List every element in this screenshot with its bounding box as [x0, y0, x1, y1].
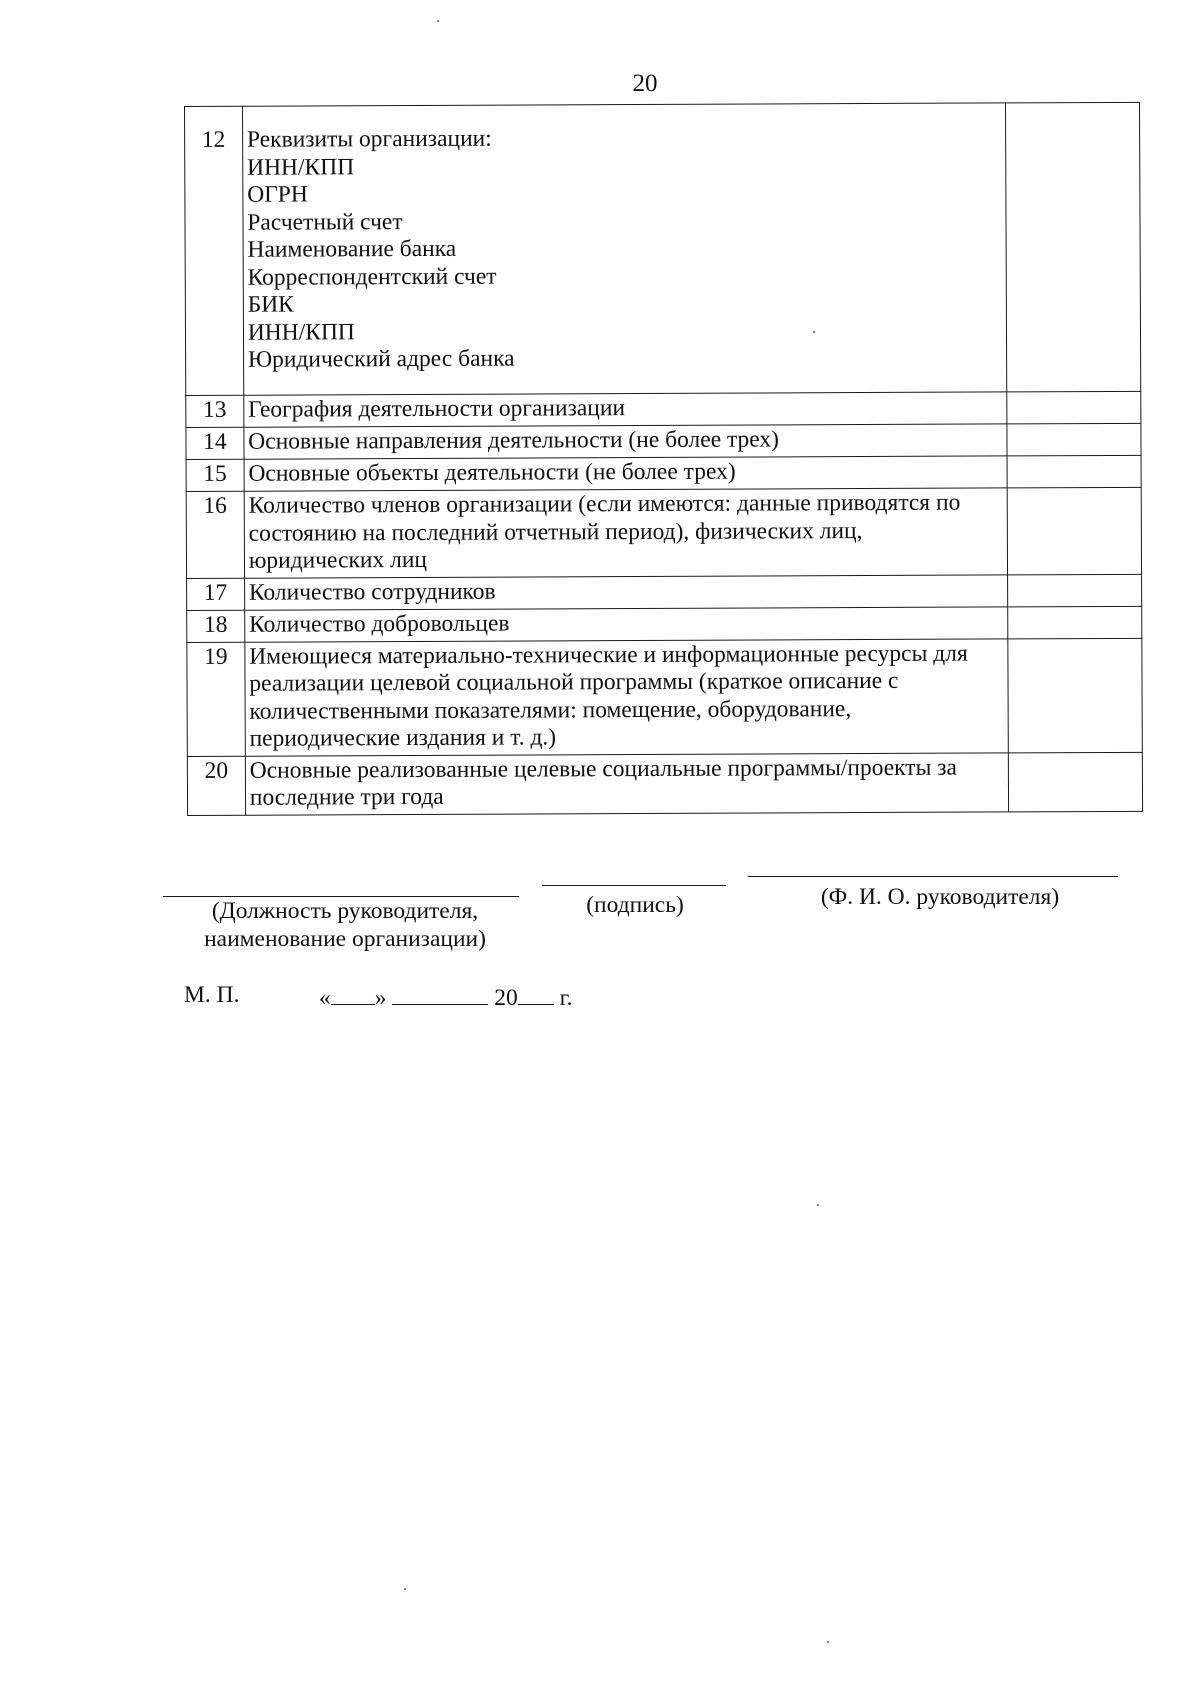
position-caption — [180, 897, 510, 953]
row-label-line: БИК — [247, 291, 294, 318]
row-label — [242, 103, 1006, 395]
row-label-line: Юридический адрес банка — [247, 345, 515, 373]
row-number: 17 — [187, 578, 245, 610]
row-label-line: Имеющиеся материально-технические и информационные ресурсы для — [249, 640, 968, 670]
row-label-line: юридических лиц — [248, 546, 428, 574]
scan-speck — [813, 331, 815, 333]
signature-line — [542, 885, 726, 886]
row-label — [244, 392, 1007, 427]
table-row — [186, 487, 1141, 578]
row-number: 16 — [186, 491, 244, 578]
date-open-quote: « — [319, 985, 331, 1011]
signature-caption: (подпись) — [586, 892, 684, 918]
row-value-field[interactable] — [1007, 487, 1142, 574]
scan-speck — [404, 1588, 406, 1590]
year-prefix: 20 — [494, 985, 518, 1011]
date-close-quote: » — [374, 985, 387, 1011]
position-caption-line-2: наименование организации) — [204, 926, 486, 952]
row-value-field[interactable] — [1007, 574, 1141, 607]
row-number: 15 — [186, 459, 244, 491]
row-label — [244, 456, 1007, 491]
table-row — [186, 455, 1141, 491]
row-label-line: Реквизиты организации: — [246, 125, 492, 153]
row-value-field[interactable] — [1005, 102, 1141, 392]
page-number: 20 — [632, 70, 658, 97]
year-blank — [518, 982, 554, 1005]
row-label-line: Наименование банка — [247, 235, 457, 263]
row-label-line: количественными показателями: помещение, оборудование, — [249, 695, 852, 725]
day-blank — [331, 982, 375, 1005]
scan-speck — [827, 1641, 829, 1643]
table-row — [186, 423, 1141, 459]
row-number: 14 — [186, 427, 244, 459]
table-row — [187, 606, 1142, 642]
row-label-line: реализации целевой социальной программы (краткое описание с — [249, 667, 899, 697]
row-label-line: ИНН/КПП — [247, 318, 355, 346]
table-row — [187, 638, 1142, 756]
organization-info-table — [184, 102, 1143, 816]
year-suffix: г. — [559, 985, 573, 1011]
scan-speck — [817, 1204, 819, 1206]
name-signature-line — [748, 876, 1118, 877]
row-label — [244, 488, 1007, 578]
scan-speck — [437, 20, 439, 22]
row-label-line: ИНН/КПП — [247, 153, 355, 181]
row-label — [244, 574, 1007, 609]
name-caption: (Ф. И. О. руководителя) — [820, 884, 1060, 910]
table-row — [187, 752, 1142, 815]
row-label-line: Количество сотрудников — [248, 578, 496, 606]
row-number: 13 — [186, 395, 244, 427]
row-label-line: География деятельности организации — [248, 395, 626, 423]
row-label-line: последние три года — [249, 783, 444, 811]
row-value-field[interactable] — [1006, 391, 1140, 424]
row-label-line: Основные реализованные целевые социальные программы/проекты за — [249, 754, 957, 784]
row-label-line: Количество членов организации (если имеются: данные приводятся по — [248, 489, 961, 519]
stamp-label: М. П. — [184, 982, 240, 1008]
row-value-field[interactable] — [1008, 638, 1143, 753]
row-label — [244, 424, 1007, 459]
row-number: 12 — [185, 106, 244, 395]
row-label — [245, 752, 1008, 814]
row-label-line: состоянию на последний отчетный период), физических лиц, — [248, 517, 863, 547]
table-row — [186, 391, 1141, 427]
row-value-field[interactable] — [1007, 423, 1141, 456]
row-label — [245, 606, 1008, 641]
row-value-field[interactable] — [1008, 752, 1143, 812]
row-label — [245, 638, 1008, 755]
row-label-line: Расчетный счет — [247, 208, 403, 236]
row-label-line: периодические издания и т. д.) — [249, 724, 557, 752]
stamp-date-row — [184, 982, 573, 1090]
row-value-field[interactable] — [1007, 606, 1141, 639]
row-number: 19 — [187, 642, 245, 756]
row-value-field[interactable] — [1007, 455, 1141, 488]
row-number: 20 — [187, 756, 245, 815]
position-caption-line-1: (Должность руководителя, — [211, 898, 479, 924]
month-blank — [392, 982, 488, 1005]
date-field — [319, 982, 573, 1012]
row-label-line: Количество добровольцев — [249, 610, 510, 638]
row-number: 18 — [187, 610, 245, 642]
row-label-line: Основные направления деятельности (не более трех) — [248, 426, 780, 455]
row-label-line: ОГРН — [247, 181, 308, 208]
table-body — [185, 102, 1143, 815]
table-row — [187, 574, 1142, 610]
row-label-line: Корреспондентский счет — [247, 263, 497, 291]
table-row — [185, 102, 1141, 395]
row-label-line: Основные объекты деятельности (не более трех) — [248, 458, 736, 487]
